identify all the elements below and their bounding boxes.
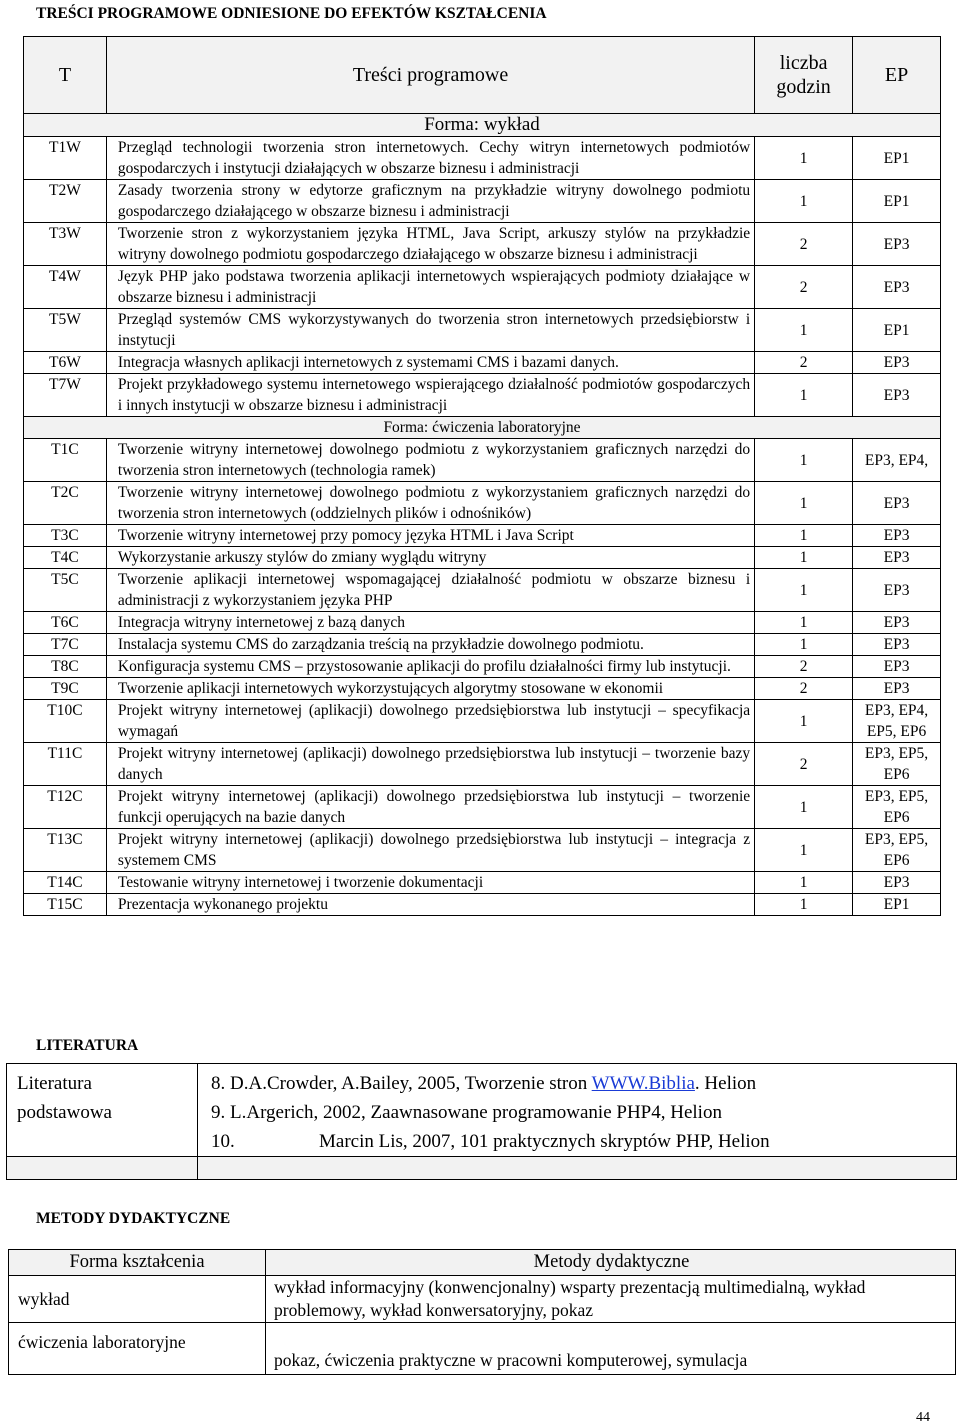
table-row bbox=[24, 612, 941, 634]
topic-code: T4W bbox=[24, 266, 107, 309]
topic-hours: 1 bbox=[755, 634, 853, 656]
topic-hours: 1 bbox=[755, 569, 853, 612]
methods-table bbox=[8, 1249, 956, 1375]
topic-ep: EP1 bbox=[853, 894, 941, 916]
topic-hours: 2 bbox=[755, 656, 853, 678]
topic-hours: 2 bbox=[755, 266, 853, 309]
topic-hours: 1 bbox=[755, 700, 853, 743]
topic-text: Przegląd technologii tworzenia stron internetowych. Cechy witryn internetowych podmiotów gospodarczych i instytucji działających w obszarze biznesu i administracji bbox=[106, 137, 754, 180]
methods-method-1: wykład informacyjny (konwencjonalny) wsparty prezentacją multimedialną, wykład problemowy, wykład konwersatoryjny, pokaz bbox=[266, 1276, 956, 1323]
topic-text: Projekt witryny internetowej (aplikacji) dowolnego przedsiębiorstwa lub instytucji – specyfikacja wymagań bbox=[106, 700, 754, 743]
topic-ep: EP3 bbox=[853, 656, 941, 678]
topic-code: T8C bbox=[24, 656, 107, 678]
header-t: T bbox=[24, 37, 107, 114]
form-label: Forma: wykład bbox=[24, 114, 941, 137]
table-row bbox=[24, 656, 941, 678]
topic-hours: 1 bbox=[755, 482, 853, 525]
literature-label: Literatura podstawowa bbox=[7, 1064, 198, 1157]
topic-hours: 2 bbox=[755, 223, 853, 266]
topic-code: T5C bbox=[24, 569, 107, 612]
topic-hours: 1 bbox=[755, 374, 853, 417]
topic-code: T6W bbox=[24, 352, 107, 374]
table-row bbox=[24, 266, 941, 309]
topic-text: Tworzenie witryny internetowej przy pomocy języka HTML i Java Script bbox=[106, 525, 754, 547]
topic-text: Projekt witryny internetowej (aplikacji) dowolnego przedsiębiorstwa lub instytucji – tworzenie funkcji operujących na bazie danych bbox=[106, 786, 754, 829]
topic-hours: 1 bbox=[755, 786, 853, 829]
topic-code: T11C bbox=[24, 743, 107, 786]
table-row bbox=[24, 786, 941, 829]
topic-text: Zasady tworzenia strony w edytorze graficznym na przykładzie witryny dowolnego podmiotu gospodarczego działającego w obszarze biznesu i administracji bbox=[106, 180, 754, 223]
topic-text: Projekt witryny internetowej (aplikacji) dowolnego przedsiębiorstwa lub instytucji – integracja z systemem CMS bbox=[106, 829, 754, 872]
topic-code: T10C bbox=[24, 700, 107, 743]
topic-text: Testowanie witryny internetowej i tworzenie dokumentacji bbox=[106, 872, 754, 894]
table-row bbox=[24, 309, 941, 352]
topic-text: Tworzenie witryny internetowej dowolnego podmiotu z wykorzystaniem graficznych narzędzi do tworzenia stron internetowych (technologia ramek) bbox=[106, 439, 754, 482]
topic-hours: 1 bbox=[755, 309, 853, 352]
table-row bbox=[24, 374, 941, 417]
topic-ep: EP3 bbox=[853, 223, 941, 266]
header-hours: liczba godzin bbox=[755, 37, 853, 114]
topic-ep: EP3 bbox=[853, 525, 941, 547]
topic-ep: EP3 bbox=[853, 482, 941, 525]
topic-hours: 1 bbox=[755, 547, 853, 569]
table-row bbox=[24, 743, 941, 786]
methods-form-2: ćwiczenia laboratoryjne bbox=[9, 1323, 266, 1375]
table-row bbox=[24, 872, 941, 894]
table-row bbox=[24, 678, 941, 700]
literature-table bbox=[6, 1063, 957, 1180]
literature-heading: LITERATURA bbox=[36, 1037, 139, 1054]
topic-text: Projekt przykładowego systemu internetowego wspierającego działalność podmiotów gospodarczych i innych instytucji w obszarze biznesu i administracji bbox=[106, 374, 754, 417]
biblia-link[interactable]: WWW.Biblia bbox=[591, 1073, 695, 1094]
table-row bbox=[24, 137, 941, 180]
form-row bbox=[24, 114, 941, 137]
topic-ep: EP1 bbox=[853, 137, 941, 180]
topic-hours: 1 bbox=[755, 525, 853, 547]
methods-heading: METODY DYDAKTYCZNE bbox=[36, 1210, 231, 1227]
page-number: 44 bbox=[916, 1410, 930, 1425]
form-label: Forma: ćwiczenia laboratoryjne bbox=[24, 417, 941, 439]
literature-items bbox=[198, 1064, 957, 1157]
topic-text: Wykorzystanie arkuszy stylów do zmiany wyglądu witryny bbox=[106, 547, 754, 569]
topic-code: T7C bbox=[24, 634, 107, 656]
topic-hours: 1 bbox=[755, 872, 853, 894]
methods-method-2: pokaz, ćwiczenia praktyczne w pracowni komputerowej, symulacja bbox=[266, 1323, 956, 1375]
topic-ep: EP1 bbox=[853, 180, 941, 223]
topic-text: Integracja własnych aplikacji internetowych z systemami CMS i bazami danych. bbox=[106, 352, 754, 374]
topic-ep: EP3, EP5, EP6 bbox=[853, 743, 941, 786]
topic-hours: 1 bbox=[755, 829, 853, 872]
topic-text: Tworzenie aplikacji internetowej wspomagającej działalność podmiotu w obszarze biznesu i administracji z wykorzystaniem języka PHP bbox=[106, 569, 754, 612]
topic-hours: 1 bbox=[755, 180, 853, 223]
literature-item-3: 10. Marcin Lis, 2007, 101 praktycznych skryptów PHP, Helion bbox=[211, 1131, 770, 1152]
table-row bbox=[24, 352, 941, 374]
topic-text: Projekt witryny internetowej (aplikacji) dowolnego przedsiębiorstwa lub instytucji – tworzenie bazy danych bbox=[106, 743, 754, 786]
table-row bbox=[24, 634, 941, 656]
topic-code: T9C bbox=[24, 678, 107, 700]
table-row bbox=[24, 223, 941, 266]
topic-hours: 2 bbox=[755, 743, 853, 786]
topic-code: T3C bbox=[24, 525, 107, 547]
table-row bbox=[24, 482, 941, 525]
table-row bbox=[24, 439, 941, 482]
topic-code: T3W bbox=[24, 223, 107, 266]
topic-code: T15C bbox=[24, 894, 107, 916]
topic-text: Przegląd systemów CMS wykorzystywanych do tworzenia stron internetowych przedsiębiorstw i instytucji bbox=[106, 309, 754, 352]
topic-text: Tworzenie stron z wykorzystaniem języka HTML, Java Script, arkuszy stylów na przykładzie witryny dowolnego podmiotu gospodarczego działającego w obszarze biznesu i administracji bbox=[106, 223, 754, 266]
table-row bbox=[24, 569, 941, 612]
methods-form-1: wykład bbox=[9, 1276, 266, 1323]
topic-ep: EP3, EP5, EP6 bbox=[853, 786, 941, 829]
table-row bbox=[24, 829, 941, 872]
literature-item-1: 8. D.A.Crowder, A.Bailey, 2005, Tworzenie stron WWW.Biblia. Helion bbox=[211, 1073, 757, 1094]
topic-code: T4C bbox=[24, 547, 107, 569]
program-table bbox=[23, 36, 941, 916]
topic-ep: EP3 bbox=[853, 634, 941, 656]
topic-ep: EP3 bbox=[853, 872, 941, 894]
topic-text: Język PHP jako podstawa tworzenia aplikacji internetowych wspierających podmioty działające w obszarze biznesu i administracji bbox=[106, 266, 754, 309]
program-heading: TREŚCI PROGRAMOWE ODNIESIONE DO EFEKTÓW KSZTAŁCENIA bbox=[36, 5, 547, 22]
topic-text: Tworzenie aplikacji internetowych wykorzystujących algorytmy stosowane w ekonomii bbox=[106, 678, 754, 700]
topic-ep: EP3 bbox=[853, 352, 941, 374]
topic-ep: EP3 bbox=[853, 266, 941, 309]
topic-text: Integracja witryny internetowej z bazą danych bbox=[106, 612, 754, 634]
methods-col-form: Forma kształcenia bbox=[9, 1250, 266, 1276]
form-row bbox=[24, 417, 941, 439]
topic-hours: 1 bbox=[755, 612, 853, 634]
topic-code: T7W bbox=[24, 374, 107, 417]
table-row bbox=[24, 525, 941, 547]
methods-col-methods: Metody dydaktyczne bbox=[266, 1250, 956, 1276]
topic-ep: EP3 bbox=[853, 547, 941, 569]
table-row bbox=[24, 180, 941, 223]
table-row bbox=[24, 547, 941, 569]
topic-ep: EP3, EP5, EP6 bbox=[853, 829, 941, 872]
topic-ep: EP3 bbox=[853, 569, 941, 612]
literature-item-2: 9. L.Argerich, 2002, Zaawnasowane programowanie PHP4, Helion bbox=[211, 1102, 722, 1123]
table-row bbox=[24, 894, 941, 916]
topic-code: T5W bbox=[24, 309, 107, 352]
topic-text: Tworzenie witryny internetowej dowolnego podmiotu z wykorzystaniem graficznych narzędzi do tworzenia stron internetowych (oddzielnych plików i odnośników) bbox=[106, 482, 754, 525]
topic-code: T12C bbox=[24, 786, 107, 829]
topic-text: Konfiguracja systemu CMS – przystosowanie aplikacji do profilu działalności firmy lub instytucji. bbox=[106, 656, 754, 678]
topic-ep: EP3 bbox=[853, 678, 941, 700]
topic-hours: 2 bbox=[755, 678, 853, 700]
topic-code: T14C bbox=[24, 872, 107, 894]
topic-ep: EP3 bbox=[853, 374, 941, 417]
topic-code: T6C bbox=[24, 612, 107, 634]
topic-hours: 1 bbox=[755, 439, 853, 482]
topic-ep: EP3, EP4, EP5, EP6 bbox=[853, 700, 941, 743]
topic-code: T2W bbox=[24, 180, 107, 223]
program-header-row bbox=[24, 37, 941, 114]
topic-code: T2C bbox=[24, 482, 107, 525]
topic-code: T1W bbox=[24, 137, 107, 180]
topic-hours: 1 bbox=[755, 894, 853, 916]
topic-code: T1C bbox=[24, 439, 107, 482]
header-content: Treści programowe bbox=[106, 37, 754, 114]
table-row bbox=[24, 700, 941, 743]
topic-code: T13C bbox=[24, 829, 107, 872]
topic-hours: 1 bbox=[755, 137, 853, 180]
topic-text: Instalacja systemu CMS do zarządzania treścią na przykładzie dowolnego podmiotu. bbox=[106, 634, 754, 656]
header-ep: EP bbox=[853, 37, 941, 114]
topic-ep: EP3, EP4, bbox=[853, 439, 941, 482]
topic-ep: EP3 bbox=[853, 612, 941, 634]
topic-hours: 2 bbox=[755, 352, 853, 374]
topic-ep: EP1 bbox=[853, 309, 941, 352]
topic-text: Prezentacja wykonanego projektu bbox=[106, 894, 754, 916]
